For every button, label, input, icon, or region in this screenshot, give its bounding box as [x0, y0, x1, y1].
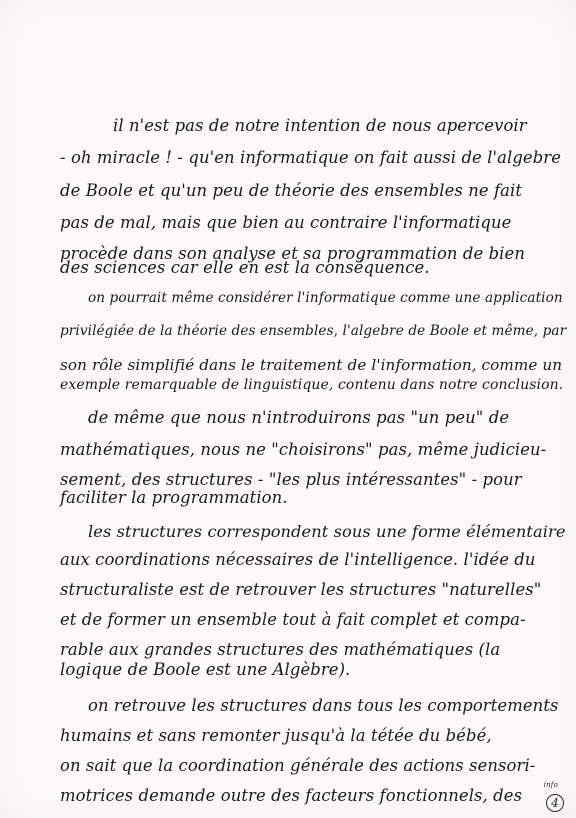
text-line: exemple remarquable de linguistique, contenu dans notre conclusion.	[60, 377, 564, 393]
text-line: les structures correspondent sous une forme élémentaire	[88, 522, 566, 541]
text-line: humains et sans remonter jusqu'à la tétée du bébé,	[60, 726, 492, 745]
text-line: logique de Boole est une Algèbre).	[60, 660, 351, 679]
page-mark: info	[543, 781, 558, 789]
text-line: de Boole et qu'un peu de théorie des ensembles ne fait	[60, 181, 523, 200]
text-line: on retrouve les structures dans tous les comportements	[88, 696, 559, 715]
text-line: pas de mal, mais que bien au contraire l'informatique	[60, 213, 512, 232]
text-line: - oh miracle ! - qu'en informatique on fait aussi de l'algebre	[60, 148, 562, 167]
text-line: procède dans son analyse et sa programmation de bien	[60, 244, 525, 263]
text-line: son rôle simplifié dans le traitement de l'information, comme un	[60, 356, 563, 374]
text-line: de même que nous n'introduirons pas "un peu" de	[88, 408, 510, 427]
text-line: il n'est pas de notre intention de nous apercevoir	[113, 116, 527, 135]
text-line: structuraliste est de retrouver les structures "naturelles"	[60, 580, 542, 599]
text-line: mathématiques, nous ne "choisirons" pas, même judicieu-	[60, 440, 547, 459]
text-line: on sait que la coordination générale des actions sensori-	[60, 756, 536, 775]
text-line: rable aux grandes structures des mathématiques (la	[60, 640, 501, 659]
text-line: aux coordinations nécessaires de l'intelligence. l'idée du	[60, 550, 536, 569]
page-number-circle: 4	[546, 794, 564, 812]
text-line: motrices demande outre des facteurs fonctionnels, des	[60, 786, 523, 805]
text-line: et de former un ensemble tout à fait complet et compa-	[60, 610, 526, 629]
text-line: faciliter la programmation.	[60, 488, 288, 507]
text-line: privilégiée de la théorie des ensembles, l'algebre de Boole et même, par	[60, 323, 567, 339]
text-line: des sciences car elle en est la conséquence.	[60, 258, 430, 277]
text-line: on pourrait même considérer l'informatique comme une application	[88, 290, 563, 306]
text-line: sement, des structures - "les plus intéressantes" - pour	[60, 470, 522, 489]
page-number	[543, 781, 564, 812]
